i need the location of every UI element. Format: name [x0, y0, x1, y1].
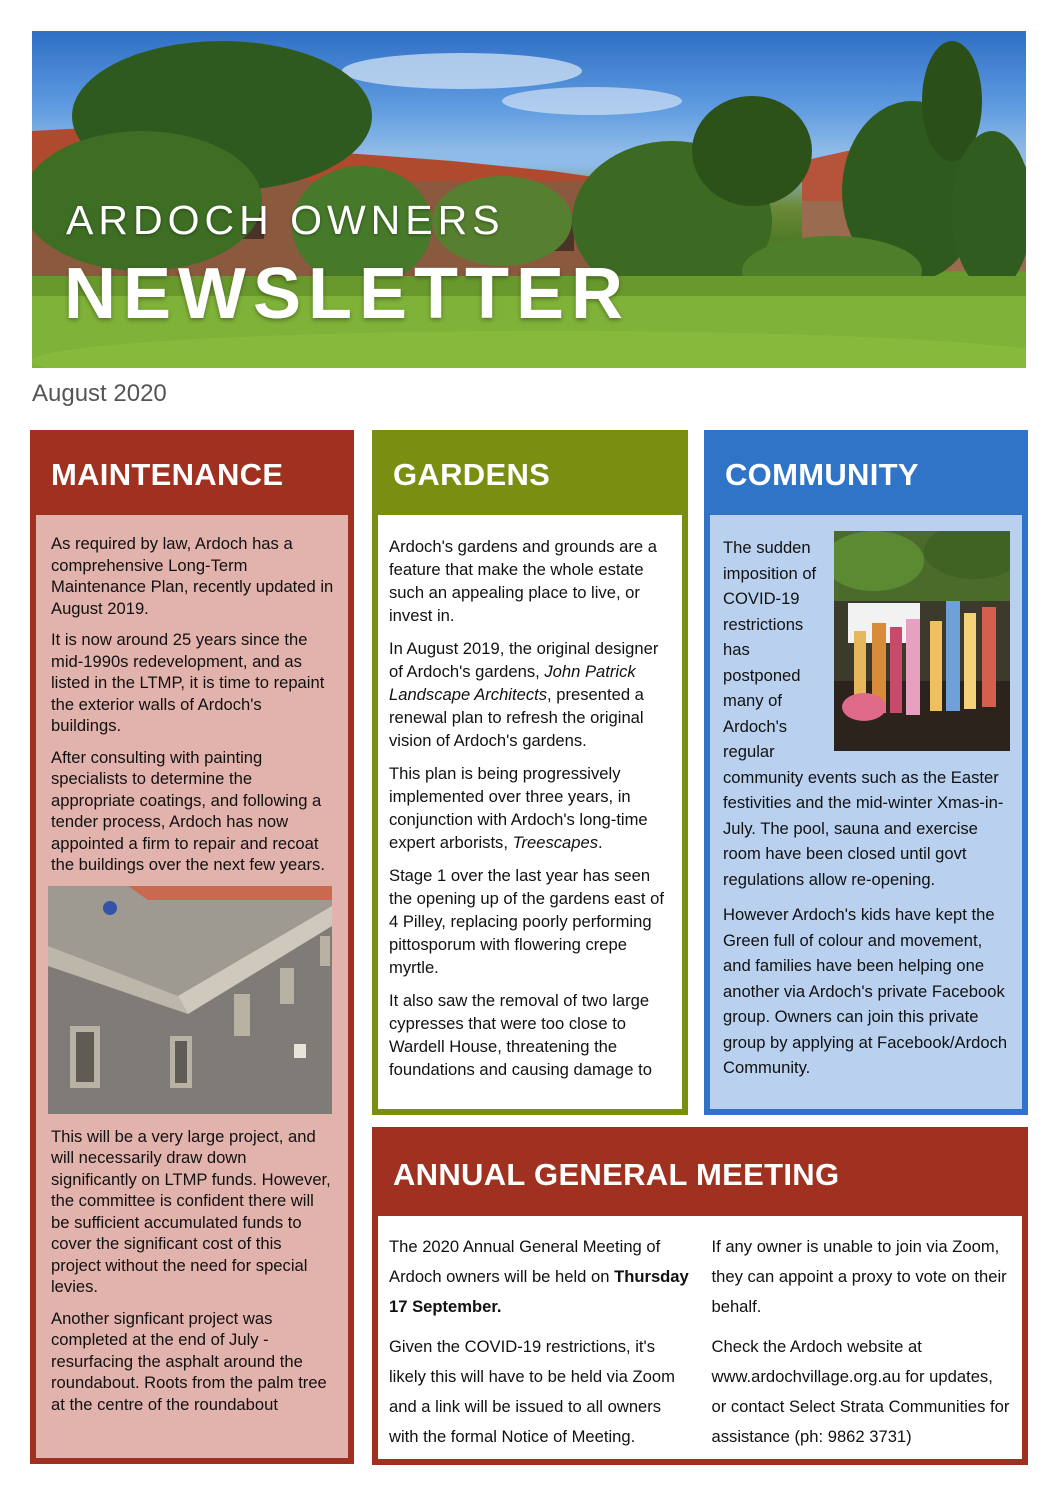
maintenance-paragraph: This will be a very large project, and will necessarily draw down significantly on LTMP funds. However, the committee is confident there will be sufficient accumulated funds to cover the significant cost of this project without the need for special levies. [51, 1126, 331, 1296]
agm-body [378, 1216, 1022, 1459]
community-section [704, 430, 1028, 1115]
gardens-heading: GARDENS [375, 433, 685, 515]
agm-meeting-date: Thursday 17 September. [389, 1267, 689, 1316]
gardens-paragraph [389, 637, 670, 752]
community-heading: COMMUNITY [707, 433, 1025, 515]
gardens-paragraph: Ardoch's gardens and grounds are a feature that make the whole estate such an appealing place to live, or invest in. [389, 537, 657, 625]
agm-heading: ANNUAL GENERAL MEETING [375, 1130, 1025, 1216]
agm-paragraph: Given the COVID-19 restrictions, it's likely this will have to be held via Zoom and a link will be issued to all owners with the formal Notice of Meeting. [389, 1337, 675, 1446]
gardens-text: This plan is being progressively implemented over three years, in conjunction with Ardoch's long-time expert arborists, [389, 764, 648, 852]
maintenance-heading: MAINTENANCE [33, 433, 351, 515]
community-paragraph: However Ardoch's kids have kept the Green full of colour and movement, and families have been helping one another via Ardoch's private Facebook group. Owners can join this private group by applying at Facebook/Ardoch Community. [723, 905, 1008, 1077]
community-paragraph: The sudden imposition of COVID-19 restrictions has postponed many of Ardoch's regular community events such as the Easter festivities and the mid-winter Xmas-in-July. The pool, sauna and exercise room have been closed until govt regulations allow re-opening. [723, 538, 1004, 889]
maintenance-paragraph: Another signficant project was completed at the end of July - resurfacing the asphalt around the roundabout. Roots from the palm tree at the centre of the roundabout [51, 1308, 327, 1414]
issue-date: August 2020 [32, 380, 167, 407]
gardens-body [378, 515, 682, 1109]
gardens-paragraph: It also saw the removal of two large cypresses that were too close to Wardell House, threatening the foundations and causing damage to [389, 991, 652, 1079]
maintenance-paragraph: After consulting with painting specialists to determine the appropriate coatings, and following a tender process, Ardoch has now appointed a firm to repair and recoat the buildings over the next few years. [51, 747, 325, 874]
header-banner [32, 31, 1026, 368]
newsletter-title: NEWSLETTER [64, 254, 630, 334]
gardens-text: In August 2019, the original designer of Ardoch's gardens, [389, 639, 659, 681]
agm-paragraph [389, 1232, 690, 1322]
gardens-arborist-name: Treescapes [512, 833, 599, 852]
maintenance-body [36, 515, 348, 1458]
gardens-text: , presented a renewal plan to refresh the original vision of Ardoch's gardens. [389, 685, 644, 750]
agm-column-left [389, 1232, 690, 1459]
agm-paragraph: Check the Ardoch website at www.ardochvillage.org.au for updates, or contact Select Strata Communities for assistance (ph: 9862 3731) [711, 1337, 1010, 1446]
agm-paragraph: If any owner is unable to join via Zoom, they can appoint a proxy to vote on their behalf. [711, 1237, 1007, 1316]
maintenance-section [30, 430, 354, 1464]
maintenance-paragraph: It is now around 25 years since the mid-1990s redevelopment, and as listed in the LTMP, it is time to repaint the exterior walls of Ardoch's buildings. [51, 630, 325, 735]
newsletter-subtitle: ARDOCH OWNERS [66, 197, 505, 243]
agm-section [372, 1127, 1028, 1465]
agm-column-right [712, 1232, 1013, 1459]
maintenance-paragraph: As required by law, Ardoch has a comprehensive Long-Term Maintenance Plan, recently updated in August 2019. [51, 534, 334, 618]
gardens-paragraph: Stage 1 over the last year has seen the opening up of the gardens east of 4 Pilley, replacing poorly performing pittosporum with flowering crepe myrtle. [389, 866, 664, 977]
building-wall-photo [48, 886, 332, 1114]
agm-text: The 2020 Annual General Meeting of Ardoch owners will be held on [389, 1237, 661, 1286]
gardens-designer-name: John Patrick Landscape Architects [389, 662, 636, 704]
gardens-paragraph [389, 762, 670, 854]
gardens-section [372, 430, 688, 1115]
gardens-text: . [598, 833, 603, 852]
kids-garden-art-photo [834, 531, 1010, 751]
community-body [710, 515, 1022, 1109]
